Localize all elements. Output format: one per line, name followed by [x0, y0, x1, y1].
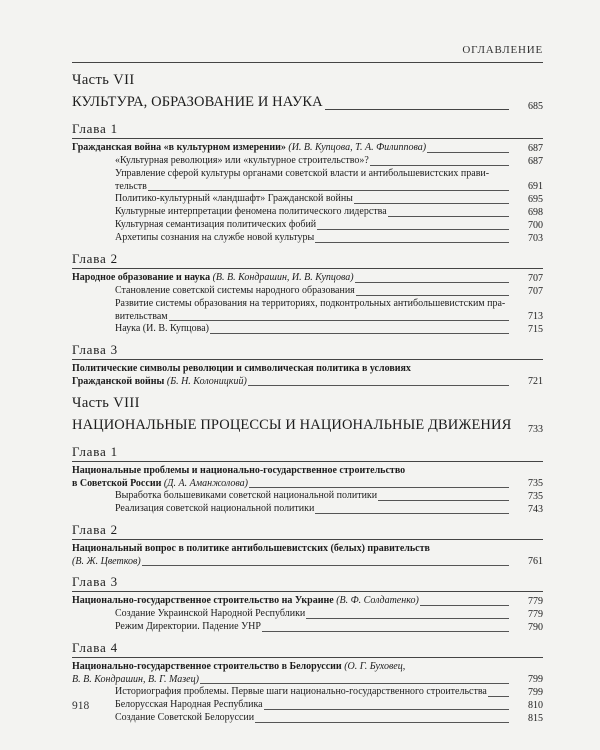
- chapter-title-bold: Национально-государственное строительство на Украине: [72, 595, 334, 606]
- section-entry[interactable]: [115, 206, 543, 219]
- chapter-label: Глава 2: [72, 251, 118, 266]
- section-title: [115, 193, 354, 204]
- section-page-number: 700: [528, 219, 543, 231]
- part-title-row[interactable]: [72, 93, 543, 115]
- section-entry[interactable]: [115, 193, 543, 206]
- section-title: [115, 608, 306, 619]
- section-entry[interactable]: [115, 699, 543, 712]
- chapter-title-bold-line2: в Советской России: [72, 477, 162, 489]
- section-title-text: Реализация советской национальной политики: [115, 503, 315, 514]
- section-title: [115, 168, 489, 192]
- section-title-text: Политико-культурный «ландшафт» Гражданской войны: [115, 193, 353, 204]
- section-page-number: 743: [528, 503, 543, 515]
- chapter-author: (В. В. Кондрашин, И. В. Купцова): [212, 272, 354, 283]
- chapter-rule: [72, 539, 543, 540]
- chapter-rule: [72, 138, 543, 139]
- chapter-entry[interactable]: [72, 659, 543, 686]
- section-entry[interactable]: [115, 621, 543, 634]
- chapter-title: [72, 661, 405, 685]
- section-page-number: 707: [528, 285, 543, 297]
- section-title-tail: тельств: [115, 180, 147, 192]
- chapter-entry[interactable]: [72, 541, 543, 568]
- section-page-number: 687: [528, 155, 543, 167]
- chapter-entry[interactable]: [72, 270, 543, 285]
- chapter-label: Глава 3: [72, 342, 118, 357]
- section-title-text: Создание Украинской Народной Республики: [115, 608, 306, 619]
- chapter-page-number: 735: [528, 477, 543, 489]
- chapter-entry[interactable]: [72, 593, 543, 608]
- chapter-label: Глава 1: [72, 444, 118, 459]
- section-page-number: 790: [528, 621, 543, 633]
- chapter-label: Глава 1: [72, 121, 118, 136]
- chapter-rule: [72, 359, 543, 360]
- chapter-page-number: 721: [528, 375, 543, 387]
- section-title: [115, 503, 315, 514]
- chapter-title-bold: Гражданская война «в культурном измерении»: [72, 142, 286, 153]
- section-title: [115, 323, 210, 334]
- section-page-number: 735: [528, 490, 543, 502]
- part-page-number: 685: [528, 101, 543, 112]
- section-entry[interactable]: [115, 232, 543, 245]
- header-rule: [72, 62, 543, 63]
- chapter-label: Глава 4: [72, 640, 118, 655]
- section-entry[interactable]: [115, 323, 543, 336]
- section-title: [115, 298, 505, 322]
- section-entry[interactable]: [115, 155, 543, 168]
- section-page-number: 799: [528, 686, 543, 698]
- chapter-author: (Д. А. Аманжолова): [163, 477, 248, 489]
- section-title-text: Режим Директории. Падение УНР: [115, 621, 261, 632]
- chapter-page-number: 779: [528, 595, 543, 607]
- section-page-number: 695: [528, 193, 543, 205]
- section-title: [115, 699, 264, 710]
- section-title-text: Культурная семантизация политических фобий: [115, 219, 317, 230]
- chapter-rule: [72, 591, 543, 592]
- part-title: НАЦИОНАЛЬНЫЕ ПРОЦЕССЫ И НАЦИОНАЛЬНЫЕ ДВИЖЕНИЯ: [72, 417, 512, 433]
- chapter-title: [72, 363, 411, 387]
- chapter-title-bold: Национальные проблемы и национально-государственное строительство: [72, 465, 406, 476]
- chapter-title: [72, 142, 427, 153]
- dot-leader: [115, 190, 509, 191]
- section-page-number: 691: [528, 180, 543, 192]
- table-of-contents: [72, 65, 543, 725]
- section-page-number: 715: [528, 323, 543, 335]
- chapter-author: (И. В. Купцова, Т. А. Филиппова): [288, 142, 427, 153]
- dot-leader: [115, 320, 509, 321]
- chapter-title: [72, 595, 420, 606]
- section-title-text: Наука (И. В. Купцова): [115, 323, 209, 334]
- chapter-label: Глава 3: [72, 574, 118, 589]
- section-title-text: Культурные интерпретации феномена политического лидерства: [115, 206, 387, 217]
- chapter-page-number: 687: [528, 142, 543, 154]
- section-title-text: Развитие системы образования на территориях, подконтрольных антибольшевистским пра-: [115, 298, 506, 309]
- section-title-text: Создание Советской Белоруссии: [115, 712, 255, 723]
- section-page-number: 703: [528, 232, 543, 244]
- section-entry[interactable]: [115, 219, 543, 232]
- toc-part: [72, 72, 543, 388]
- chapter-title-bold: Народное образование и наука: [72, 272, 211, 283]
- chapter-title-bold: Политические символы революции и символическая политика в условиях: [72, 363, 411, 374]
- section-title: [115, 621, 262, 632]
- section-title: [115, 219, 317, 230]
- chapter-entry[interactable]: [72, 463, 543, 490]
- chapter-rule: [72, 461, 543, 462]
- chapter-title: [72, 543, 430, 567]
- section-title: [115, 206, 388, 217]
- section-entry[interactable]: [115, 608, 543, 621]
- section-title: [115, 232, 315, 243]
- page-number: 918: [72, 700, 90, 712]
- section-page-number: 698: [528, 206, 543, 218]
- section-page-number: 779: [528, 608, 543, 620]
- chapter-rule: [72, 268, 543, 269]
- section-title-text: «Культурная революция» или «культурное строительство»?: [115, 155, 369, 166]
- chapter-author: (В. Ж. Цветков): [72, 555, 141, 567]
- chapter-page-number: 707: [528, 272, 543, 284]
- section-title: [115, 686, 488, 697]
- section-title-text: Становление советской системы народного образования: [115, 285, 355, 296]
- chapter-author: (В. Ф. Солдатенко): [336, 595, 419, 606]
- chapter-author-line2: В. В. Кондрашин, В. Г. Мазец): [72, 673, 199, 685]
- chapter-title: [72, 465, 405, 489]
- section-title: [115, 155, 370, 166]
- section-title: [115, 490, 378, 501]
- section-title-text: Архетипы сознания на службе новой культуры: [115, 232, 315, 243]
- toc-part: [72, 395, 543, 725]
- part-page-number: 733: [528, 424, 543, 435]
- section-page-number: 815: [528, 712, 543, 724]
- part-label: Часть VIII: [72, 395, 140, 411]
- running-header: ОГЛАВЛЕНИЕ: [462, 44, 543, 56]
- part-title-row[interactable]: [72, 416, 543, 438]
- section-title: [115, 712, 255, 723]
- section-title: [115, 285, 356, 296]
- section-title-text: Белорусская Народная Республика: [115, 699, 263, 710]
- chapter-title-bold-line2: Гражданской войны: [72, 375, 165, 387]
- chapter-title: [72, 272, 355, 283]
- section-entry[interactable]: [115, 503, 543, 516]
- part-title: КУЛЬТУРА, ОБРАЗОВАНИЕ И НАУКА: [72, 94, 323, 110]
- section-title-text: Управление сферой культуры органами советской власти и антибольшевистских прави-: [115, 168, 490, 179]
- part-label: Часть VII: [72, 72, 135, 88]
- chapter-rule: [72, 657, 543, 658]
- chapter-entry[interactable]: [72, 361, 543, 388]
- chapter-title-bold: Национальный вопрос в политике антибольшевистских (белых) правительств: [72, 543, 430, 554]
- section-entry[interactable]: [115, 490, 543, 503]
- chapter-author: (Б. Н. Колоницкий): [166, 375, 247, 387]
- section-page-number: 713: [528, 310, 543, 322]
- chapter-page-number: 761: [528, 555, 543, 567]
- chapter-title-bold: Национально-государственное строительство в Белоруссии: [72, 661, 342, 672]
- section-entry[interactable]: [115, 712, 543, 725]
- chapter-label: Глава 2: [72, 522, 118, 537]
- section-title-text: Выработка большевиками советской национальной политики: [115, 490, 378, 501]
- chapter-author: (О. Г. Буховец,: [344, 661, 406, 672]
- section-entry[interactable]: [115, 686, 543, 699]
- chapter-entry[interactable]: [72, 140, 543, 155]
- section-title-tail: вительствам: [115, 310, 168, 322]
- section-title-text: Историография проблемы. Первые шаги национально-государственного строительства: [115, 686, 487, 697]
- section-entry[interactable]: [115, 168, 543, 193]
- section-entry[interactable]: [115, 285, 543, 298]
- section-page-number: 810: [528, 699, 543, 711]
- section-entry[interactable]: [115, 298, 543, 323]
- chapter-page-number: 799: [528, 673, 543, 685]
